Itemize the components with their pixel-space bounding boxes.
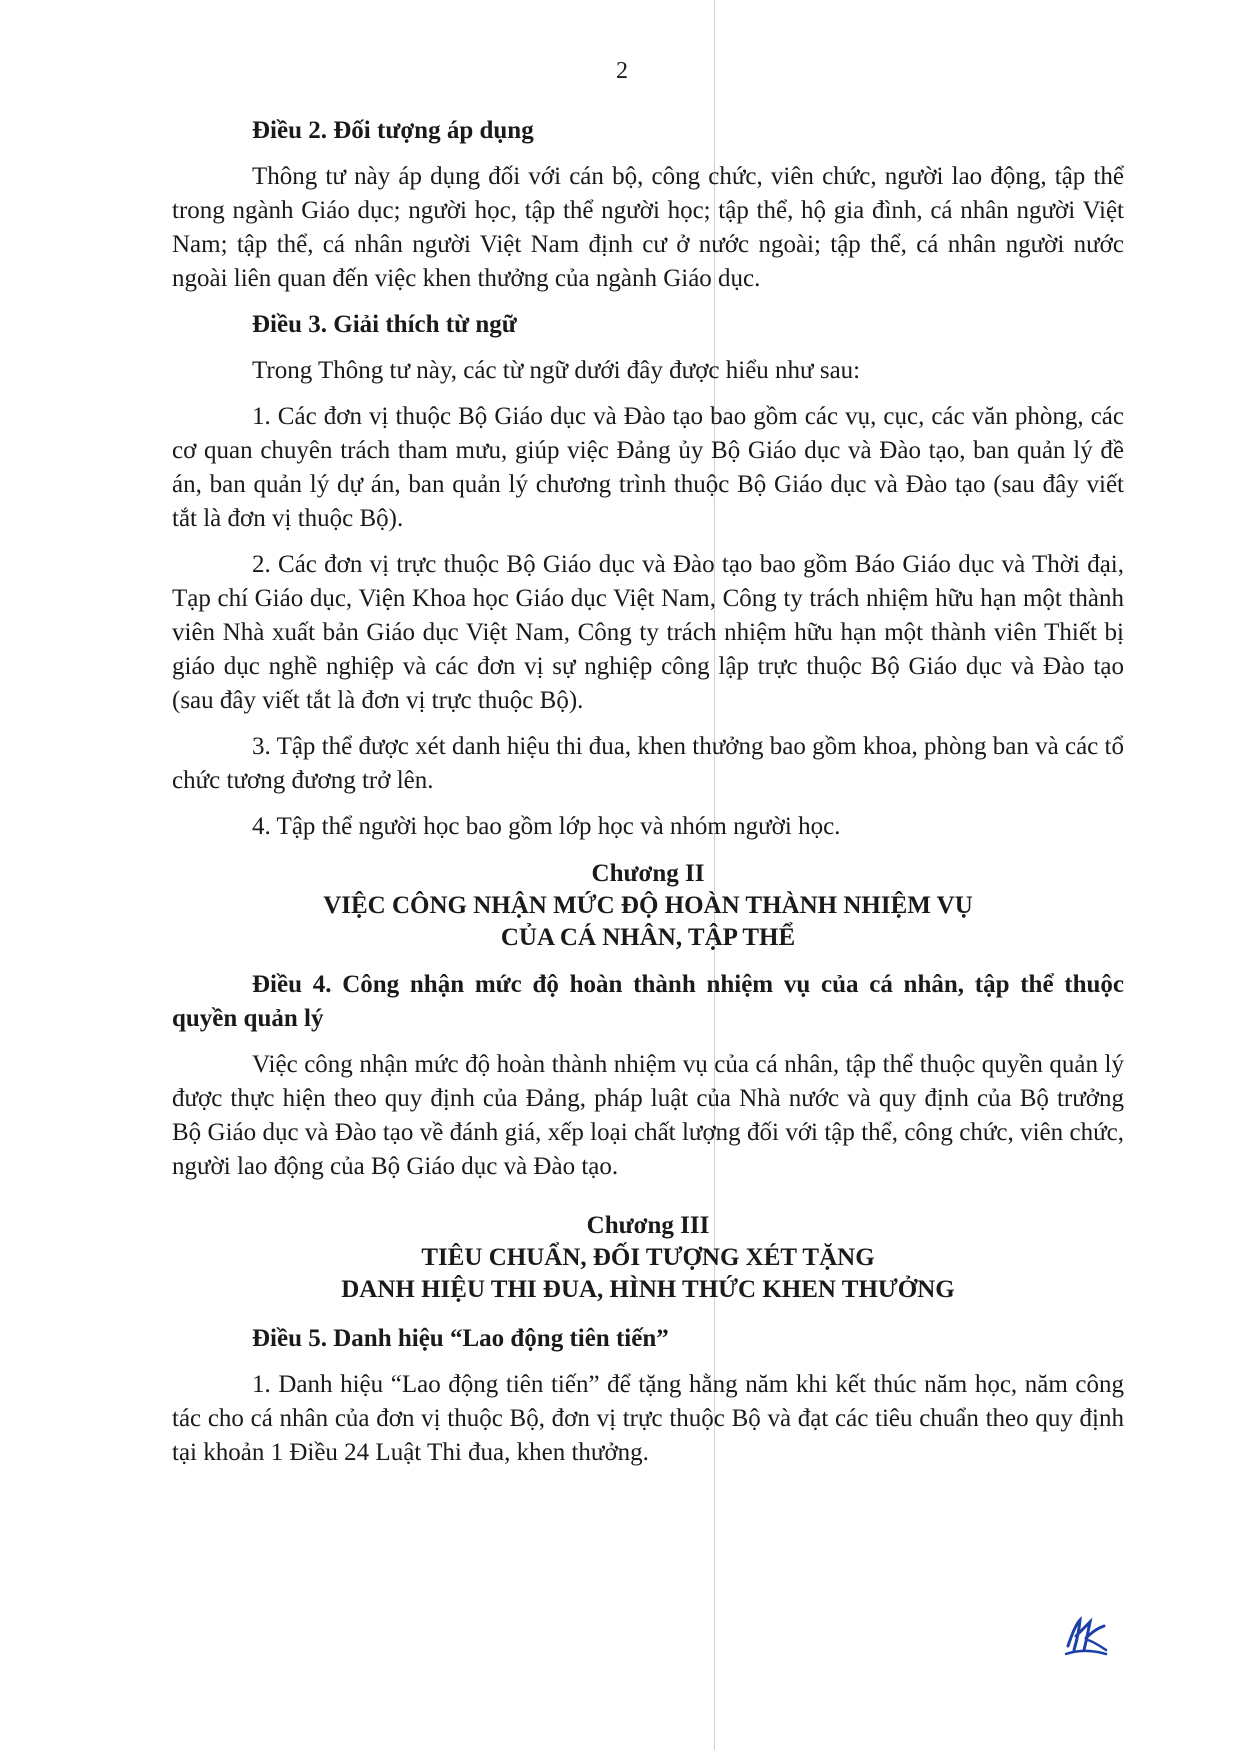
page-number: 2 <box>616 58 628 84</box>
article-4-text: Việc công nhận mức độ hoàn thành nhiệm vụ của cá nhân, tập thể thuộc quyền quản lý được thực hiện theo quy định của Đảng, pháp luật của Nhà nước và quy định của Bộ trưởng Bộ Giáo dục và Đào tạo về đánh giá, xếp loại chất lượng đối với tập thể, công chức, viên chức, người lao động của Bộ Giáo dục và Đào tạo. <box>172 1051 1124 1180</box>
article-2-heading: Điều 2. Đối tượng áp dụng <box>252 117 534 144</box>
chapter-2-label: Chương II <box>591 860 705 887</box>
article-3-item-2: 2. Các đơn vị trực thuộc Bộ Giáo dục và Đào tạo bao gồm Báo Giáo dục và Thời đại, Tạp chí Giáo dục, Viện Khoa học Giáo dục Việt Nam, Công ty trách nhiệm hữu hạn một thành viên Nhà xuất bản Giáo dục Việt Nam, Công ty trách nhiệm hữu hạn một thành viên Thiết bị giáo dục nghề nghiệp và các đơn vị sự nghiệp công lập trực thuộc Bộ Giáo dục và Đào tạo (sau đây viết tắt là đơn vị trực thuộc Bộ). <box>172 551 1124 714</box>
article-3-item-3: 3. Tập thể được xét danh hiệu thi đua, khen thưởng bao gồm khoa, phòng ban và các tổ chức tương đương trở lên. <box>172 733 1124 794</box>
article-3-heading: Điều 3. Giải thích từ ngữ <box>252 311 517 338</box>
article-3-intro: Trong Thông tư này, các từ ngữ dưới đây được hiểu như sau: <box>252 357 861 384</box>
initials-signature-icon <box>1062 1616 1110 1658</box>
document-body <box>172 114 1124 1482</box>
article-5-heading: Điều 5. Danh hiệu “Lao động tiên tiến” <box>252 1325 669 1352</box>
chapter-3-title-line-1: TIÊU CHUẨN, ĐỐI TƯỢNG XÉT TẶNG <box>421 1244 875 1271</box>
chapter-3-label: Chương III <box>586 1212 710 1239</box>
article-3-item-4: 4. Tập thể người học bao gồm lớp học và nhóm người học. <box>252 813 841 840</box>
article-2-text: Thông tư này áp dụng đối với cán bộ, công chức, viên chức, người lao động, tập thể trong ngành Giáo dục; người học, tập thể người học; tập thể, hộ gia đình, cá nhân người Việt Nam; tập thể, cá nhân người Việt Nam định cư ở nước ngoài; tập thể, cá nhân người nước ngoài liên quan đến việc khen thưởng của ngành Giáo dục. <box>172 163 1124 292</box>
chapter-2-title <box>172 858 1124 954</box>
article-3-item-1: 1. Các đơn vị thuộc Bộ Giáo dục và Đào tạo bao gồm các vụ, cục, các văn phòng, các cơ quan chuyên trách tham mưu, giúp việc Đảng ủy Bộ Giáo dục và Đào tạo, ban quản lý đề án, ban quản lý dự án, ban quản lý chương trình thuộc Bộ Giáo dục và Đào tạo (sau đây viết tắt là đơn vị thuộc Bộ). <box>172 403 1124 532</box>
chapter-3-title <box>172 1210 1124 1306</box>
article-5-item-1: 1. Danh hiệu “Lao động tiên tiến” để tặng hằng năm khi kết thúc năm học, năm công tác cho cá nhân của đơn vị thuộc Bộ, đơn vị trực thuộc Bộ và đạt các tiêu chuẩn theo quy định tại khoản 1 Điều 24 Luật Thi đua, khen thưởng. <box>172 1371 1124 1466</box>
article-4-heading: Điều 4. Công nhận mức độ hoàn thành nhiệm vụ của cá nhân, tập thể thuộc quyền quản lý <box>172 971 1124 1032</box>
chapter-3-title-line-2: DANH HIỆU THI ĐUA, HÌNH THỨC KHEN THƯỞNG <box>341 1276 955 1303</box>
chapter-2-title-line-1: VIỆC CÔNG NHẬN MỨC ĐỘ HOÀN THÀNH NHIỆM VỤ <box>323 892 973 919</box>
chapter-2-title-line-2: CỦA CÁ NHÂN, TẬP THỂ <box>500 924 796 951</box>
